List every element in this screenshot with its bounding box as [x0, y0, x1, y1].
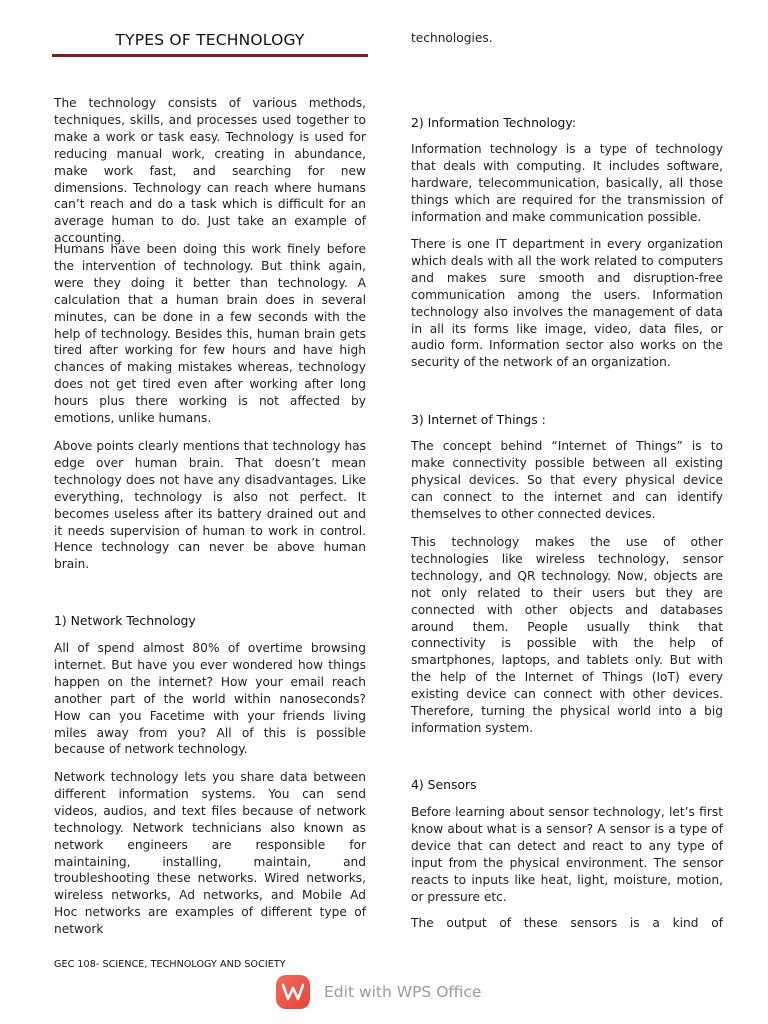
- paragraph-sensors-1: Before learning about sensor technology, let’s first know about what is a sensor? A sensor is a type of device that can detect and react to any type of input from the physical environment. The sensor reacts to inputs like heat, light, moisture, motion, or pressure etc.: [411, 805, 723, 904]
- heading-information-technology: 2) Information Technology:: [411, 115, 576, 130]
- paragraph-it-2: There is one IT department in every organization which deals with all the work related to computers and makes sure smooth and disruption-free communication among the users. Information technology also involves the management of data in all its forms like image, video, data files, or audio form. Information sector also works on the security of the network of an organization.: [411, 237, 723, 370]
- paragraph-humans: Humans have been doing this work finely before the intervention of technology. But think again, were they doing it better than technology. A calculation that a human brain does in several minutes, can be done in a few seconds with the help of technology. Besides this, human brain gets tired after working for few hours and have high chances of making mistakes whereas, technology does not get tired even after working after long hours plus there working is not affected by emotions, unlike humans.: [54, 242, 366, 426]
- paragraph-network-1: All of spend almost 80% of overtime browsing internet. But have you ever wondered how things happen on the internet? How your email reach another part of the world within nanoseconds? How can you Facetime with your friends living miles away from you? All of this is possible because of network technology.: [54, 641, 366, 757]
- wps-logo-icon: [276, 975, 310, 1009]
- heading-sensors: 4) Sensors: [411, 777, 477, 792]
- wps-edit-label[interactable]: Edit with WPS Office: [324, 983, 482, 1001]
- paragraph-intro: The technology consists of various methods, techniques, skills, and processes used together to make a work or task easy. Technology is used for reducing manual work, creating in abundance, make work fast, and searching for new dimensions. Technology can reach where humans can’t reach and do a task which is difficult for an average human to do. Just take an example of accounting.: [54, 96, 366, 246]
- heading-network-technology: 1) Network Technology: [54, 613, 196, 628]
- paragraph-network-2: Network technology lets you share data between different information systems. You can send videos, audios, and text files because of network technology. Network technicians also known as network engineers are responsible for maintaining, installing, maintain, and troubleshooting these networks. Wired networks, wireless networks, Ad networks, and Mobile Ad Hoc networks are examples of different type of network: [54, 770, 366, 937]
- title-underline: [52, 54, 368, 57]
- heading-internet-of-things: 3) Internet of Things :: [411, 412, 546, 427]
- wps-edit-banner[interactable]: [276, 975, 481, 1009]
- page-footer: GEC 108- SCIENCE, TECHNOLOGY AND SOCIETY: [54, 959, 286, 970]
- paragraph-continuation: technologies.: [411, 31, 493, 45]
- paragraph-iot-2: This technology makes the use of other technologies like wireless technology, sensor technology, and QR technology. Now, objects are not only related to their users but they are connected with other objects and databases around them. People usually think that connectivity is possible with the help of smartphones, laptops, and tablets only. But with the help of the Internet of Things (IoT) every existing device can connect with other devices. Therefore, turning the physical world into a big information system.: [411, 535, 723, 735]
- page-title: TYPES OF TECHNOLOGY: [115, 31, 305, 49]
- paragraph-edge: Above points clearly mentions that technology has edge over human brain. That doesn’t mean technology does not have any disadvantages. Like everything, technology is also not perfect. It becomes useless after its battery drained out and it needs supervision of human to work in control. Hence technology can never be above human brain.: [54, 439, 366, 572]
- paragraph-sensors-2: The output of these sensors is a kind of: [411, 916, 723, 930]
- paragraph-iot-1: The concept behind “Internet of Things” is to make connectivity possible between all existing physical devices. So that every physical device can connect to the internet and can identify themselves to other connected devices.: [411, 439, 723, 521]
- paragraph-it-1: Information technology is a type of technology that deals with computing. It includes software, hardware, telecommunication, basically, all those things which are required for the transmission of information and make communication possible.: [411, 142, 723, 224]
